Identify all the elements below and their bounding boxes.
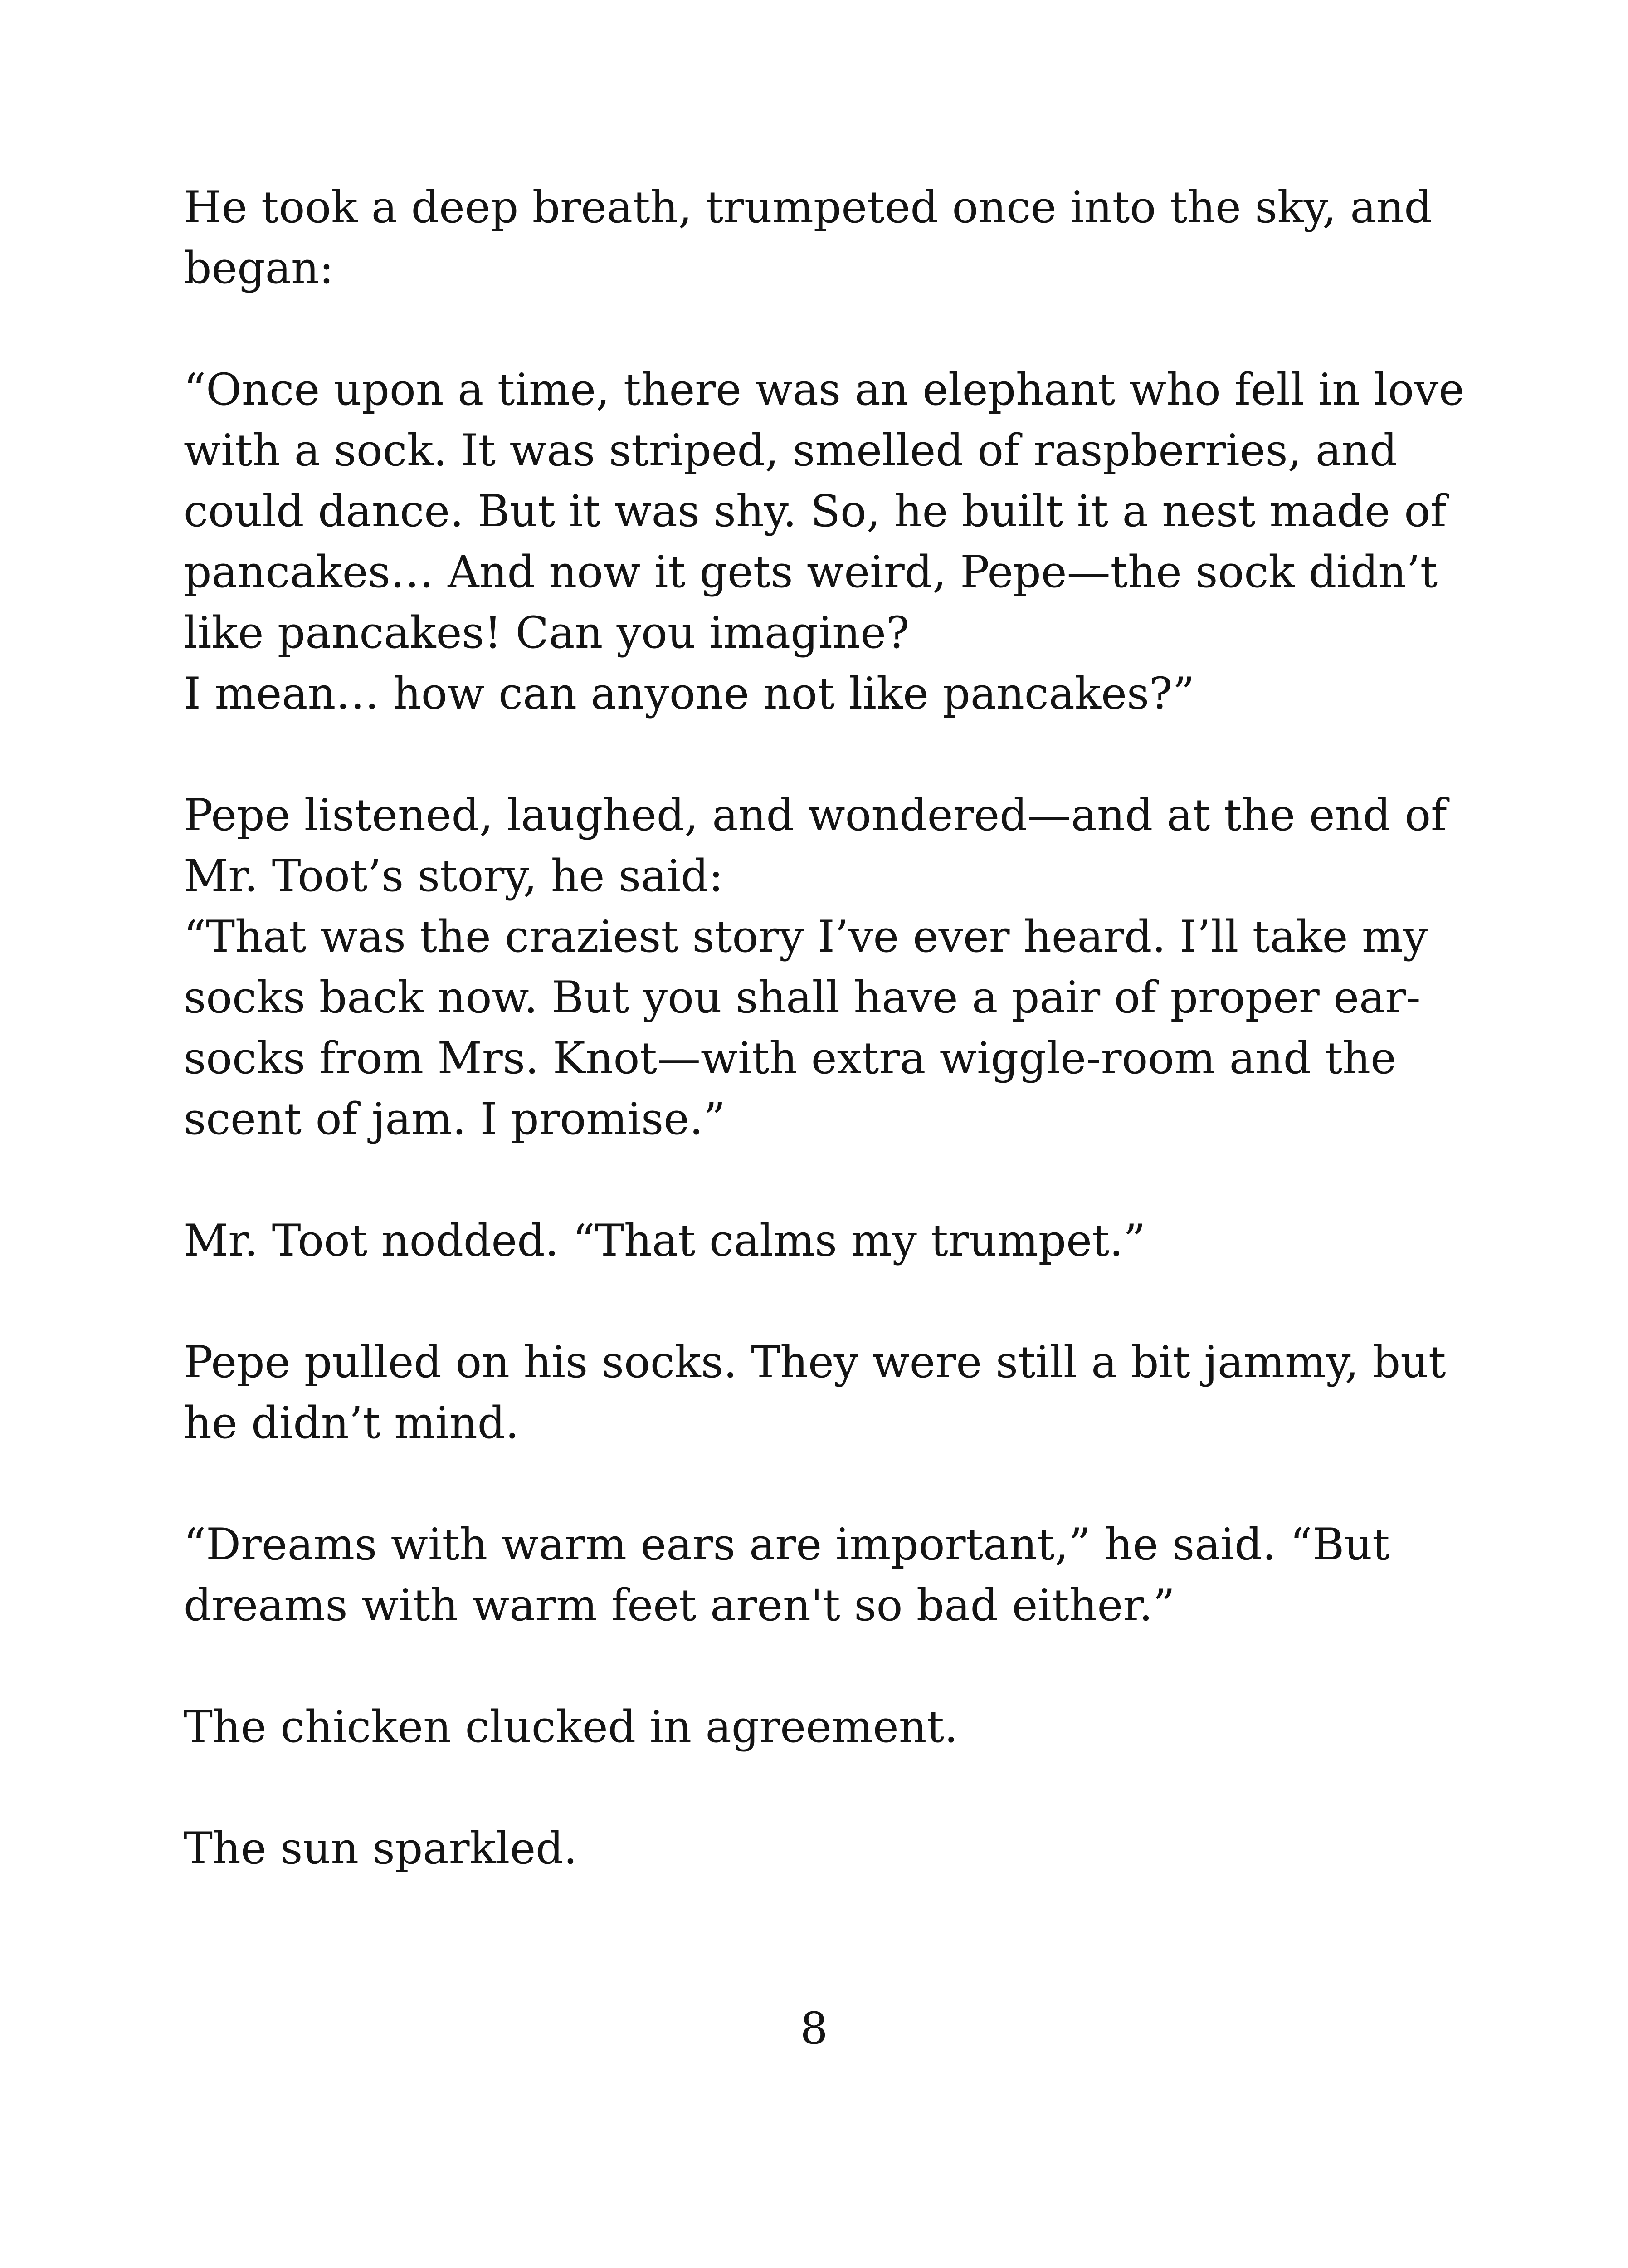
paragraph	[184, 359, 1465, 724]
paragraph	[184, 1818, 1381, 1879]
paragraph	[184, 1210, 1381, 1271]
text-line: “Dreams with warm ears are important,” he said. “But	[184, 1519, 1390, 1570]
paragraph	[184, 1696, 1381, 1757]
paragraph	[184, 1332, 1446, 1453]
text-line: began:	[184, 243, 334, 293]
text-line: “Once upon a time, there was an elephant who fell in love	[184, 364, 1465, 415]
paragraph	[184, 177, 1432, 298]
page-number: 8	[800, 2003, 828, 2054]
text-line: Mr. Toot nodded. “That calms my trumpet.”	[184, 1215, 1146, 1266]
text-line: Pepe listened, laughed, and wondered—and at the end of	[184, 790, 1447, 841]
text-line: socks from Mrs. Knot—with extra wiggle-room and the	[184, 1033, 1396, 1084]
text-line: with a sock. It was striped, smelled of raspberries, and	[184, 425, 1398, 476]
text-line: I mean… how can anyone not like pancakes?”	[184, 668, 1195, 719]
text-line: could dance. But it was shy. So, he built it a nest made of	[184, 486, 1447, 537]
paragraph	[184, 1514, 1390, 1636]
paragraph	[184, 785, 1447, 1149]
story-text	[184, 177, 1465, 1940]
text-line: pancakes… And now it gets weird, Pepe—the sock didn’t	[184, 547, 1438, 597]
text-line: he didn’t mind.	[184, 1398, 519, 1448]
text-line: The sun sparkled.	[184, 1823, 578, 1874]
text-line: dreams with warm feet aren't so bad either.”	[184, 1580, 1175, 1631]
text-line: scent of jam. I promise.”	[184, 1094, 726, 1144]
text-line: The chicken clucked in agreement.	[184, 1701, 958, 1752]
text-line: “That was the craziest story I’ve ever heard. I’ll take my	[184, 911, 1428, 962]
text-line: socks back now. But you shall have a pair of proper ear-	[184, 972, 1421, 1023]
text-line: Pepe pulled on his socks. They were still a bit jammy, but	[184, 1337, 1446, 1388]
text-line: He took a deep breath, trumpeted once into the sky, and	[184, 182, 1432, 233]
text-line: like pancakes! Can you imagine?	[184, 607, 910, 658]
text-line: Mr. Toot’s story, he said:	[184, 850, 723, 901]
